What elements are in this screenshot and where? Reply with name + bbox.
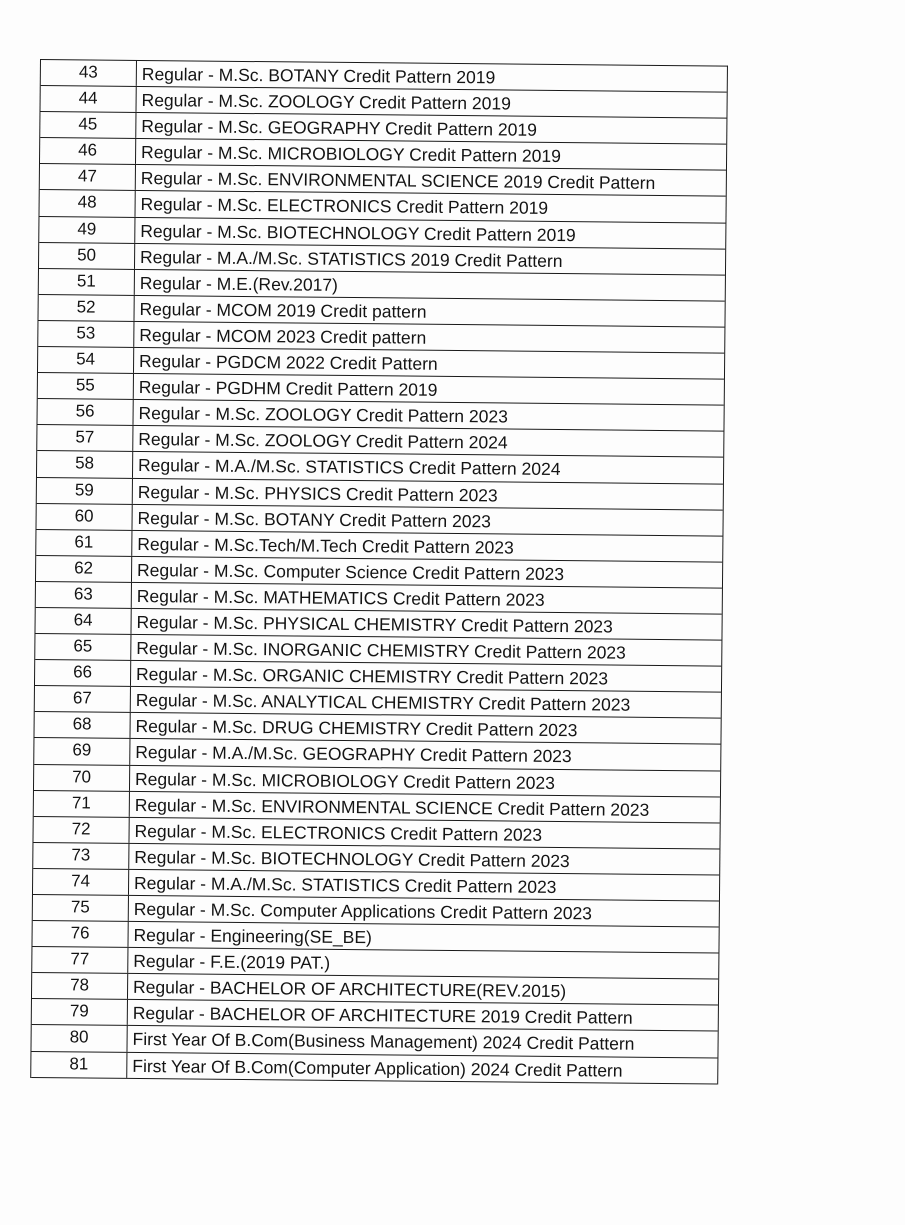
course-title-cell: Regular - M.Sc. ELECTRONICS Credit Pattern 2019 — [140, 194, 549, 219]
serial-number-cell: 53 — [38, 321, 134, 347]
serial-number-cell: 75 — [33, 895, 129, 921]
course-title-cell: Regular - M.Sc. INORGANIC CHEMISTRY Credit Pattern 2023 — [136, 638, 626, 663]
course-title-cell: Regular - M.Sc. Computer Science Credit Pattern 2023 — [137, 559, 565, 584]
serial-number-cell: 56 — [37, 399, 133, 425]
serial-number-cell: 77 — [32, 947, 128, 973]
serial-number-cell: 79 — [32, 999, 128, 1025]
course-title-cell: First Year Of B.Com(Computer Application) 2024 Credit Pattern — [132, 1055, 623, 1081]
serial-number-cell: 71 — [34, 791, 130, 817]
course-title-cell: Regular - MCOM 2023 Credit pattern — [139, 324, 427, 348]
course-title-cell: Regular - M.A./M.Sc. STATISTICS 2019 Credit Pattern — [140, 246, 563, 271]
course-title-cell: Regular - M.Sc. BIOTECHNOLOGY Credit Pattern 2023 — [134, 846, 570, 871]
course-title-cell: Regular - M.Sc. ZOOLOGY Credit Pattern 2024 — [138, 429, 508, 453]
course-title-cell: Regular - M.Sc. DRUG CHEMISTRY Credit Pattern 2023 — [135, 716, 578, 741]
serial-number-cell: 60 — [36, 504, 132, 530]
serial-number-cell: 73 — [33, 843, 129, 869]
course-title-cell: Regular - M.Sc. BOTANY Credit Pattern 2019 — [141, 63, 496, 88]
course-title-cell: Regular - M.Sc. Computer Applications Credit Pattern 2023 — [133, 898, 593, 924]
course-title-cell: Regular - PGDHM Credit Pattern 2019 — [138, 377, 438, 400]
serial-number-cell: 52 — [38, 295, 134, 321]
course-title-cell: Regular - M.Sc. BOTANY Credit Pattern 2023 — [137, 507, 492, 531]
course-title-cell: Regular - M.A./M.Sc. GEOGRAPHY Credit Pattern 2023 — [135, 742, 572, 767]
course-title-cell: Regular - M.Sc. ELECTRONICS Credit Pattern 2023 — [134, 820, 543, 845]
serial-number-cell: 51 — [39, 269, 135, 295]
serial-number-cell: 72 — [33, 817, 129, 843]
course-title-cell: Regular - M.Sc. ENVIRONMENTAL SCIENCE 2019 Credit Pattern — [140, 168, 656, 194]
serial-number-cell: 50 — [39, 243, 135, 269]
course-title-cell: Regular - M.Sc. ORGANIC CHEMISTRY Credit Pattern 2023 — [136, 664, 609, 689]
course-title-cell: First Year Of B.Com(Business Management) 2024 Credit Pattern — [132, 1029, 635, 1055]
serial-number-cell: 55 — [38, 373, 134, 399]
serial-number-cell: 48 — [39, 190, 135, 216]
serial-number-cell: 58 — [37, 451, 133, 477]
course-title-cell: Regular - M.A./M.Sc. STATISTICS Credit Pattern 2024 — [138, 455, 561, 480]
serial-number-cell: 67 — [35, 686, 131, 712]
course-title-cell: Regular - M.Sc. MICROBIOLOGY Credit Pattern 2019 — [141, 142, 562, 167]
serial-number-cell: 64 — [35, 608, 131, 634]
serial-number-cell: 80 — [31, 1025, 127, 1051]
serial-number-cell: 61 — [36, 530, 132, 556]
serial-number-cell: 70 — [34, 765, 130, 791]
course-title-cell: Regular - M.Sc.Tech/M.Tech Credit Pattern 2023 — [137, 533, 514, 558]
serial-number-cell: 63 — [36, 582, 132, 608]
serial-number-cell: 45 — [40, 112, 136, 138]
course-title-cell: Regular - M.Sc. MATHEMATICS Credit Pattern 2023 — [136, 585, 545, 610]
serial-number-cell: 62 — [36, 556, 132, 582]
course-title-cell: Regular - M.A./M.Sc. STATISTICS Credit Pattern 2023 — [134, 872, 557, 897]
course-title-cell: Regular - M.Sc. ANALYTICAL CHEMISTRY Credit Pattern 2023 — [135, 690, 631, 715]
course-title-cell: Regular - Engineering(SE_BE) — [133, 925, 373, 948]
course-title-cell: Regular - M.Sc. PHYSICS Credit Pattern 2023 — [137, 481, 498, 505]
course-title-cell: Regular - BACHELOR OF ARCHITECTURE 2019 Credit Pattern — [132, 1003, 633, 1029]
serial-number-cell: 76 — [32, 921, 128, 947]
course-title-cell: Regular - M.Sc. PHYSICAL CHEMISTRY Credit Pattern 2023 — [136, 611, 613, 637]
serial-number-cell: 65 — [35, 634, 131, 660]
serial-number-cell: 47 — [40, 164, 136, 190]
course-title-cell: Regular - F.E.(2019 PAT.) — [133, 951, 331, 974]
serial-number-cell: 46 — [40, 138, 136, 164]
serial-number-cell: 44 — [40, 86, 136, 112]
course-title-cell: Regular - BACHELOR OF ARCHITECTURE(REV.2015) — [132, 977, 567, 1002]
course-title-cell: Regular - M.Sc. ZOOLOGY Credit Pattern 2023 — [138, 403, 508, 427]
serial-number-cell: 78 — [32, 973, 128, 999]
serial-number-cell: 57 — [37, 425, 133, 451]
course-title-cell: Regular - M.Sc. ENVIRONMENTAL SCIENCE Credit Pattern 2023 — [134, 794, 650, 820]
serial-number-cell: 54 — [38, 347, 134, 373]
serial-number-cell: 81 — [31, 1052, 127, 1078]
serial-number-cell: 49 — [39, 217, 135, 243]
table-row — [31, 1052, 717, 1085]
course-title-cell: Regular - M.E.(Rev.2017) — [139, 272, 339, 295]
course-list-table — [30, 59, 728, 1084]
course-title-cell: Regular - M.Sc. ZOOLOGY Credit Pattern 2019 — [141, 90, 511, 114]
course-title-cell: Regular - M.Sc. BIOTECHNOLOGY Credit Pattern 2019 — [140, 220, 576, 245]
course-title-cell: Regular - M.Sc. GEOGRAPHY Credit Pattern 2019 — [141, 116, 537, 140]
serial-number-cell: 74 — [33, 869, 129, 895]
course-title-cell: Regular - M.Sc. MICROBIOLOGY Credit Pattern 2023 — [135, 768, 556, 793]
serial-number-cell: 43 — [41, 60, 137, 86]
serial-number-cell: 68 — [34, 712, 130, 738]
serial-number-cell: 66 — [35, 660, 131, 686]
serial-number-cell: 69 — [34, 738, 130, 764]
serial-number-cell: 59 — [37, 477, 133, 503]
course-title-cell: Regular - MCOM 2019 Credit pattern — [139, 298, 427, 322]
course-title-cell: Regular - PGDCM 2022 Credit Pattern — [139, 350, 438, 374]
